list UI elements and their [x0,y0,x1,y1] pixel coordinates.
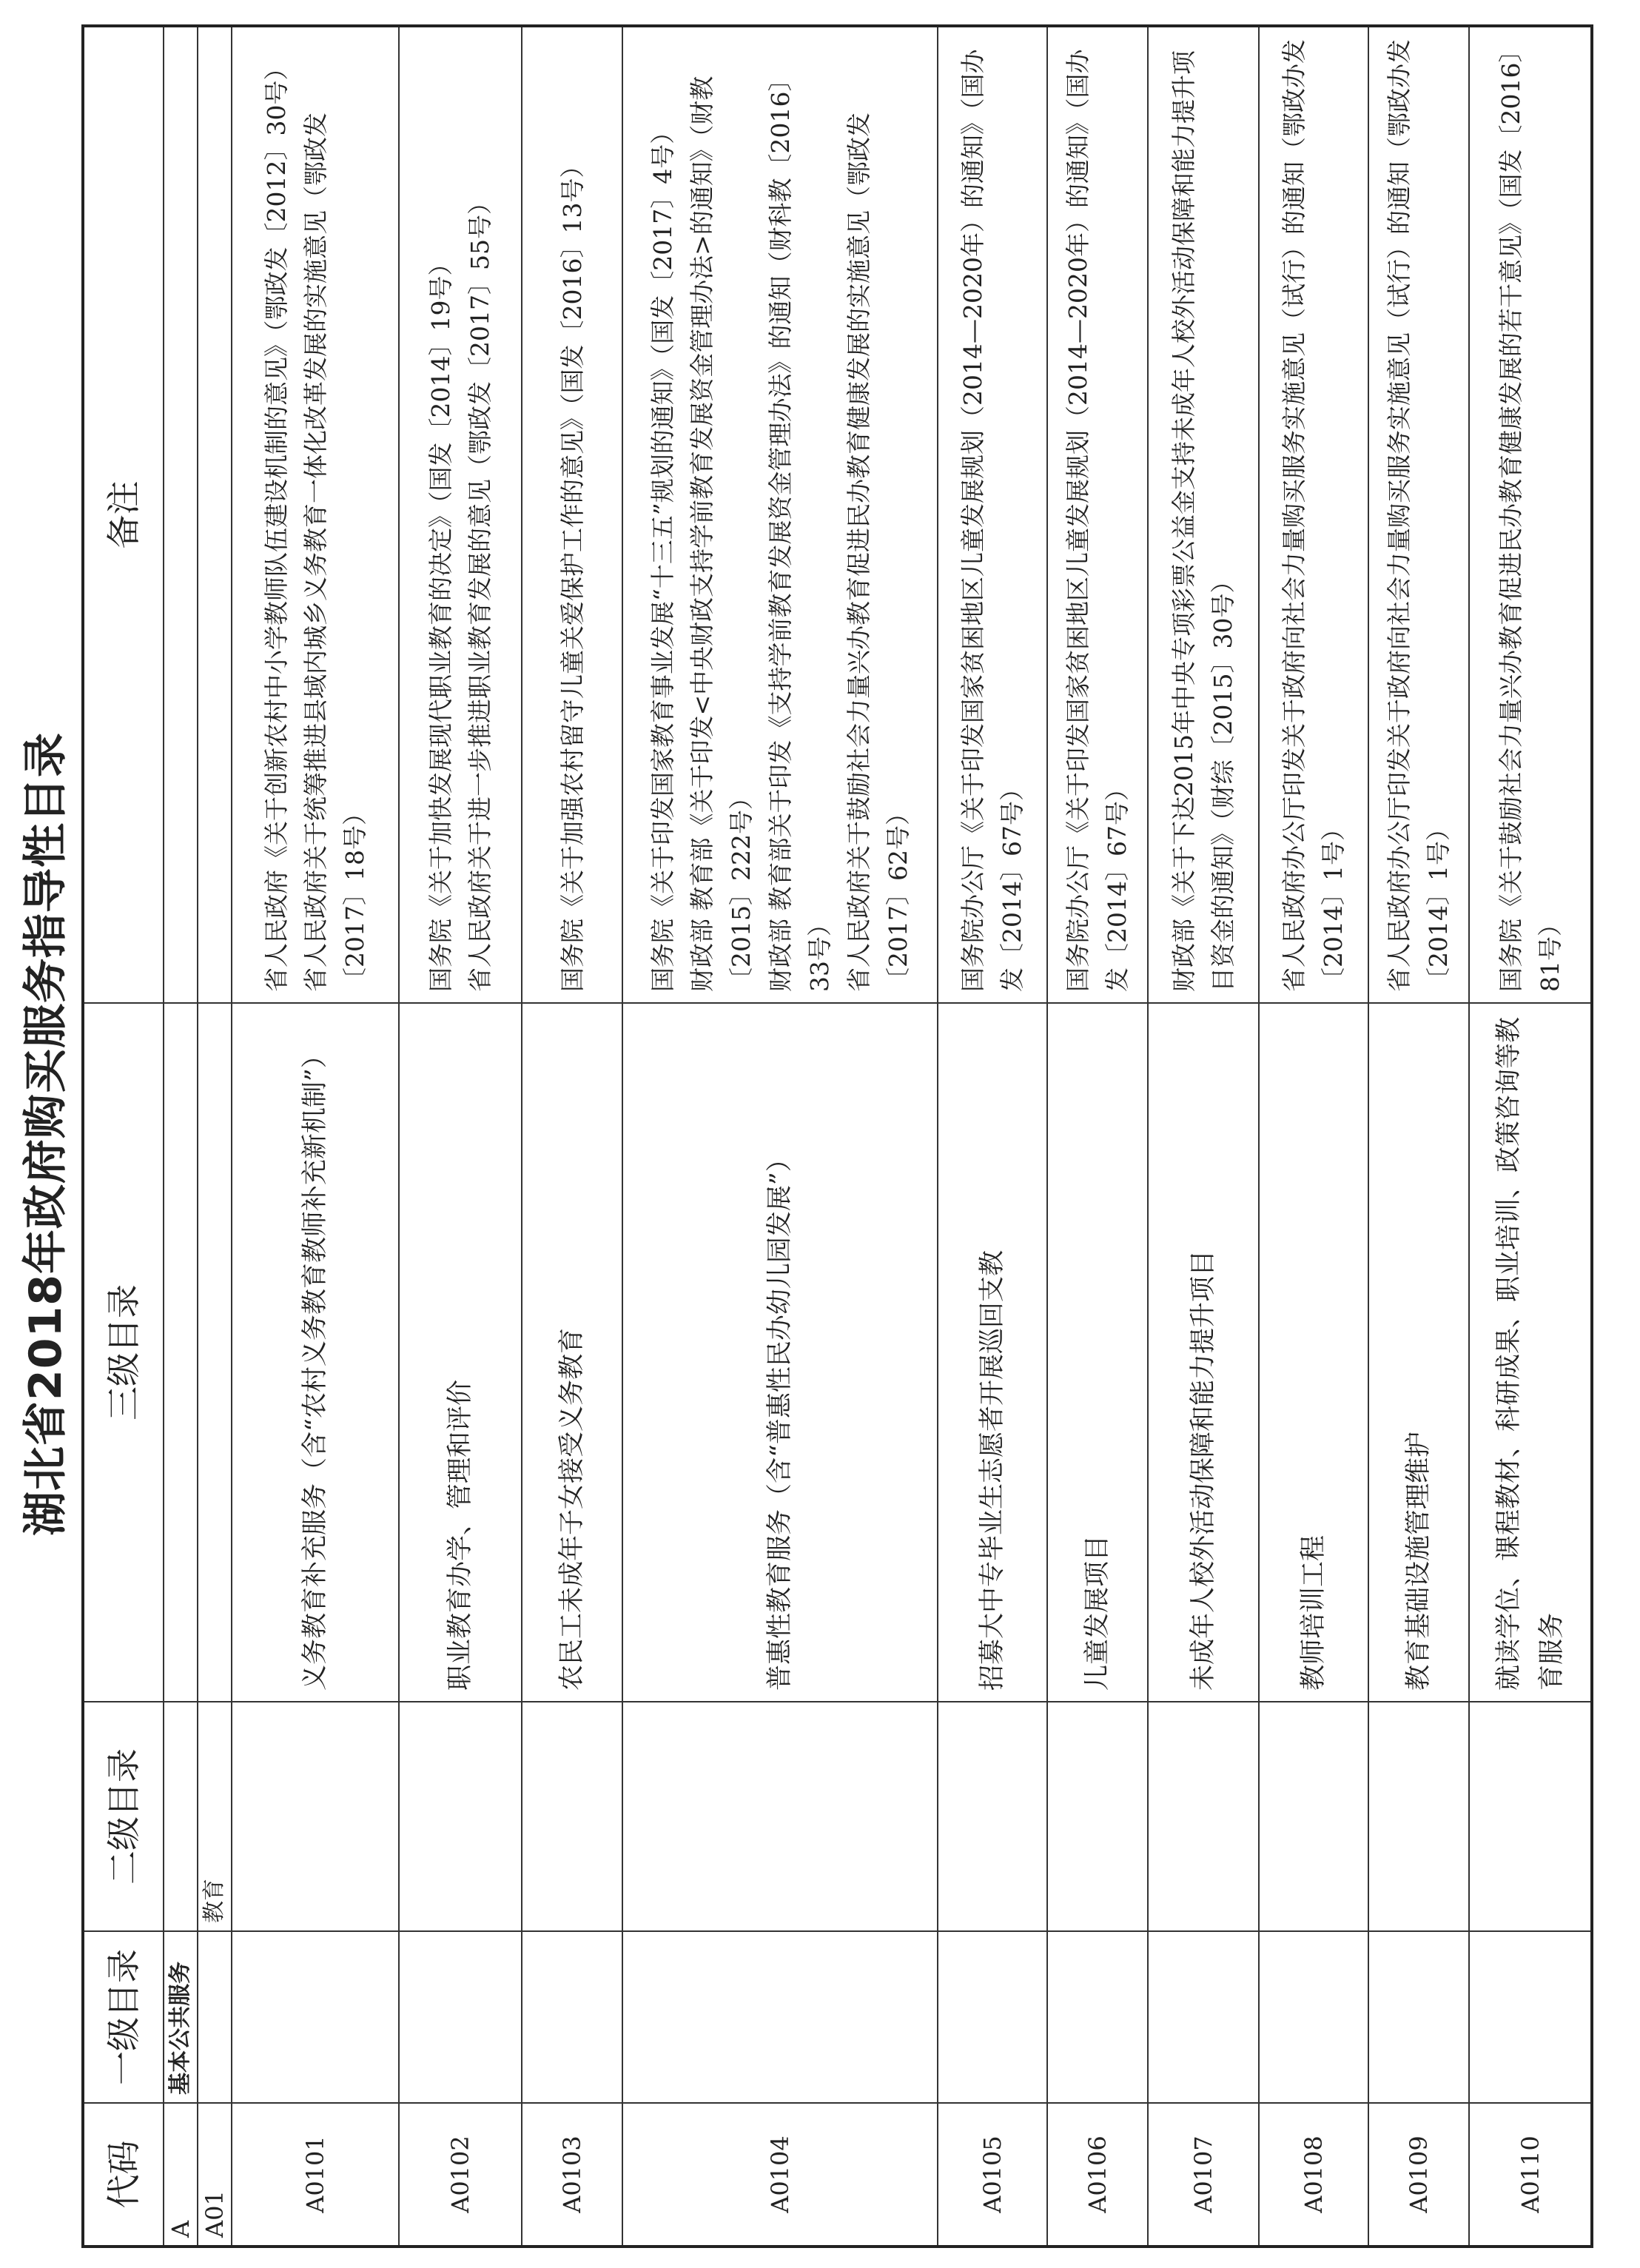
remark-line: 国务院办公厅《关于印发国家贫困地区儿童发展规划（2014—2020年）的通知》（国办发〔2014〕67号） [958,49,1026,992]
row-level1 [1047,1931,1148,2103]
table-body [164,26,1592,2247]
remark-line: 财政部 教育部关于印发《支持学前教育发展资金管理办法》的通知（财科教〔2016〕33号） [765,67,834,992]
remark-line: 国务院《关于加强农村留守儿童关爱保护工作的意见》（国发〔2016〕13号） [557,153,587,992]
remark-line: 国务院《关于加快发展现代职业教育的决定》（国发〔2014〕19号） [426,251,455,992]
row-code: A0103 [522,2103,622,2247]
directory-table [81,24,1593,2248]
remark-line: 财政部 教育部《关于印发<中央财政支持学前教育发展资金管理办法>的通知》（财教〔2015〕222号） [687,76,756,992]
row-level1 [1259,1931,1368,2103]
row-level1 [399,1931,522,2103]
table-row [938,26,1047,2247]
row-level1 [1469,1931,1592,2103]
row-remarks [1259,26,1368,1003]
table-row [1047,26,1148,2247]
row-level2 [522,1702,622,1931]
remark-line: 省人民政府关于鼓励社会力量兴办教育促进民办教育健康发展的实施意见（鄂政发〔2017〕62号） [844,113,913,992]
row-remarks [622,26,938,1003]
row-remarks [938,26,1047,1003]
row-level2 [938,1702,1047,1931]
remark-line: 国务院《关于鼓励社会力量兴办教育促进民办教育健康发展的若干意见》（国发〔2016〕81号） [1496,38,1565,992]
header-level3: 三级目录 [83,1003,164,1702]
row-level2 [399,1702,522,1931]
table-row [522,26,622,2247]
table-row [1148,26,1259,2247]
row-code: A0104 [622,2103,938,2247]
row-level2 [1368,1702,1469,1931]
row-code: A0102 [399,2103,522,2247]
row-remarks [1368,26,1469,1003]
row-remarks [1148,26,1259,1003]
row-level2 [1469,1702,1592,1931]
table-row [622,26,938,2247]
row-item: 就读学位、课程教材、科研成果、职业培训、政策咨询等教育服务 [1469,1003,1592,1702]
subcategory-code: A01 [198,2103,232,2247]
remark-line: 国务院办公厅《关于印发国家贫困地区儿童发展规划（2014—2020年）的通知》（国办发〔2014〕67号） [1063,49,1132,992]
row-level2 [1047,1702,1148,1931]
row-code: A0109 [1368,2103,1469,2247]
remark-line: 财政部《关于下达2015年中央专项彩票公益金支持未成年人校外活动保障和能力提升项目资金的通知》（财综〔2015〕30号） [1169,50,1237,992]
remark-line: 省人民政府办公厅印发关于政府向社会力量购买服务实施意见（试行）的通知（鄂政办发〔2014〕1号） [1280,39,1348,992]
table-row [1469,26,1592,2247]
row-code: A0110 [1469,2103,1592,2247]
row-item: 农民工未成年子女接受义务教育 [522,1003,622,1702]
row-level2 [1148,1702,1259,1931]
row-level1 [938,1931,1047,2103]
table-row [1368,26,1469,2247]
category-code: A [164,2103,198,2247]
subcategory-name: 教育 [198,1702,232,1931]
directory-table-container [81,27,1603,2248]
row-remarks [399,26,522,1003]
row-code: A0108 [1259,2103,1368,2247]
row-level1 [232,1931,399,2103]
page-title: 湖北省2018年政府购买服务指导性目录 [20,732,72,1536]
remark-line: 省人民政府《关于创新农村中小学教师队伍建设机制的意见》（鄂政发〔2012〕30号） [261,56,291,992]
row-level2 [1259,1702,1368,1931]
row-level1 [1368,1931,1469,2103]
row-item: 未成年人校外活动保障和能力提升项目 [1148,1003,1259,1702]
row-remarks [1469,26,1592,1003]
row-remarks [1047,26,1148,1003]
remark-line: 省人民政府办公厅印发关于政府向社会力量购买服务实施意见（试行）的通知（鄂政办发〔2014〕1号） [1385,39,1453,992]
row-level2 [622,1702,938,1931]
row-level2 [232,1702,399,1931]
table-row [1259,26,1368,2247]
category-name: 基本公共服务 [164,1931,198,2103]
row-code: A0101 [232,2103,399,2247]
row-code: A0107 [1148,2103,1259,2247]
row-item: 教师培训工程 [1259,1003,1368,1702]
remark-line: 省人民政府关于进一步推进职业教育发展的意见（鄂政发〔2017〕55号） [466,190,494,992]
table-row [232,26,399,2247]
header-code: 代码 [83,2103,164,2247]
row-item: 儿童发展项目 [1047,1003,1148,1702]
row-remarks [232,26,399,1003]
category-row [164,26,198,2247]
row-code: A0105 [938,2103,1047,2247]
row-remarks [522,26,622,1003]
row-item: 普惠性教育服务（含“普惠性民办幼儿园发展”） [622,1003,938,1702]
row-level1 [1148,1931,1259,2103]
subcategory-row [198,26,232,2247]
row-level1 [622,1931,938,2103]
header-level2: 二级目录 [83,1702,164,1931]
remark-line: 省人民政府关于统筹推进县域内城乡义务教育一体化改革发展的实施意见（鄂政发〔2017〕18号） [300,113,369,992]
row-code: A0106 [1047,2103,1148,2247]
row-item: 义务教育补充服务（含“农村义务教育教师补充新机制”） [232,1003,399,1702]
row-item: 教育基础设施管理维护 [1368,1003,1469,1702]
header-row [83,26,164,2247]
row-item: 招募大中专毕业生志愿者开展巡回支教 [938,1003,1047,1702]
row-level1 [522,1931,622,2103]
row-item: 职业教育办学、管理和评价 [399,1003,522,1702]
header-remarks: 备注 [83,26,164,1003]
remark-line: 国务院《关于印发国家教育事业发展“十三五”规划的通知》（国发〔2017〕4号） [648,119,677,992]
header-level1: 一级目录 [83,1931,164,2103]
table-row [399,26,522,2247]
